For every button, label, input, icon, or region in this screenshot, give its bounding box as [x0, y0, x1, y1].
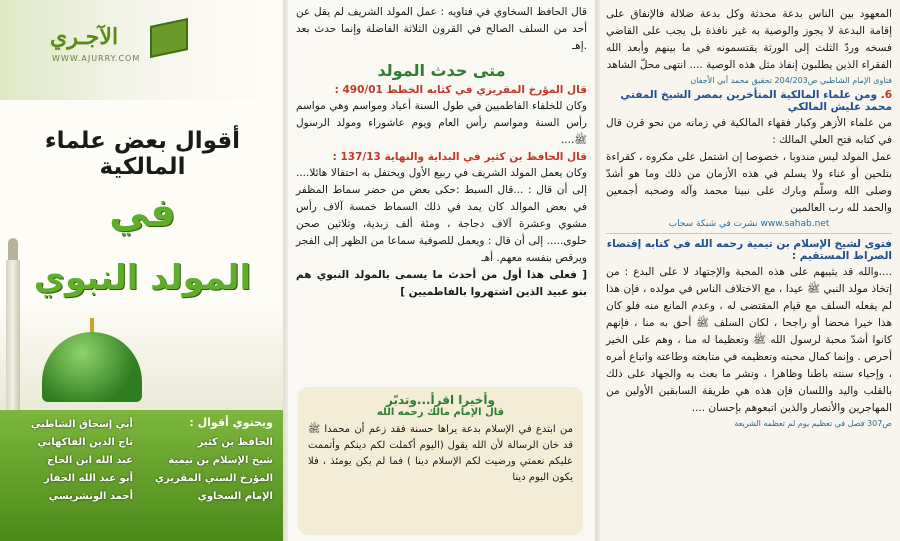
quote-reference: 137/13 :: [332, 151, 381, 163]
fold-shadow: [595, 0, 601, 541]
right-column: [600, 0, 900, 541]
site-link[interactable]: www.sahab.net نشرت في شبكة سحاب: [668, 219, 830, 229]
box-title: وأخيرا اقرأ...وتدبّر: [386, 393, 495, 407]
paragraph: من علماء الأزهر وكبار فقهاء المالكية في زمانه من نحو قرن قال في كتابه فتح العلي المالك :: [606, 117, 892, 146]
banner: [0, 0, 283, 100]
middle-column: [288, 0, 595, 541]
list-item: أحمد الونشريسي: [48, 491, 133, 502]
contents-header: ويحتوي أقوال :: [189, 416, 273, 429]
paragraph: [ فعلى هذا أول من أحدث ما يسمى بالمولد النبوي هم بنو عبيد الذين اشتهروا بالفاطميين ]: [296, 269, 587, 298]
logo-url[interactable]: WWW.AJURRY.COM: [52, 54, 141, 63]
list-item: الحافظ بن كثير: [197, 437, 273, 448]
list-item: أبي إسحاق الشاطبي: [30, 419, 133, 430]
cover-title-line3: المولد النبوي: [33, 258, 252, 298]
list-item: تاج الدين الفاكهاني: [37, 437, 133, 448]
paragraph: وكان للخلفاء الفاطميين في طول السنة أعياد ومواسم وهي مواسم رأس السنة ومواسم رأس العام ويوم عاشوراء ومولد الرسول ﷺ....: [296, 100, 587, 146]
source-note: ص307 فصل في تعظيم يوم لم تعظمه الشريعة: [734, 419, 892, 428]
list-item: الإمام السخاوي: [197, 491, 273, 502]
list-item: شيخ الإسلام بن تيمية: [168, 455, 273, 466]
heading-number: 6.: [880, 89, 892, 101]
contents-section: [0, 410, 283, 541]
section-heading: فتوى لشيخ الإسلام بن تيمية رحمه الله في كتابه إقتضاء الصراط المستقيم :: [606, 238, 892, 262]
paragraph: ....والله قد يثيبهم على هذه المحبة والإجتهاد لا على البدع : من إتخاذ مولد النبي ﷺ عيدا ، مع الاختلاف الناس في مولده ، فإن هذا لم يفعله السلف مع قيام المقتضى له ، وعدم المانع منه فلو كان هذا خيرا محضا أو راجحا ، لكان السلف ﷺ أحق به منا ، فإنهم كانوا أشدّ محبة لرسول الله ﷺ وتعظيما له منا ، وهم على الخير أحرص . وإنما كمال محبته وتعظيمه في متابعته وطاعته واتباع أمره ، وإحياء سنته باطنا وظاهرا ، ونشر ما بعث به والجهاد على ذلك بالقلب واليد واللسان فإن هذه هي طريقة السابقين الأولين من المهاجرين والأنصار والذين اتبعوهم بإحسان ....: [606, 266, 892, 414]
paragraph: المعهود بين الناس بدعة محدثة وكل بدعة ضلالة فالإنفاق على إقامة البدعة لا يجوز والوصية به غير نافذة بل يجب على القاضي فسخه وردّ الثلث إلى الورثة يقتسمونه في ما بينهم وأبعد الله الفقراء الذين يطلبون إنفاذ مثل هذه الوصية .... انتهى محلّ الشاهد: [606, 8, 892, 71]
logo-text: الآجـري: [50, 24, 119, 50]
list-item: عبد الله ابن الحاج: [47, 455, 133, 466]
source-note: فتاوى الإمام الشاطبي ص204/203 تحقيق محمد أبي الأجفان: [690, 76, 892, 85]
contents-list: [155, 434, 273, 506]
box-text: من ابتدع في الإسلام بدعة يراها حسنة فقد زعم أن محمدا ﷺ قد خان الرسالة لأن الله يقول (اليوم أكملت لكم دينكم وأتممت عليكم نعمتي ورضيت لكم الإسلام دينا ) فما لم يكن يومئذ ، فلا يكون اليوم دينا: [308, 424, 573, 483]
list-item: أبو عبد الله الحفار: [43, 473, 133, 484]
closing-quote-box: [298, 387, 583, 535]
list-item: المؤرخ السني المقريزي: [154, 473, 273, 484]
paragraph: عمل المولد ليس مندوبا ، خصوصا إن اشتمل على مكروه ، كقراءة بتلحين أو غناء ولا يسلم في هذه الأزمان من ذلك وما هو أشدّ وصلى الله وسلّم وبارك على نبينا محمد وآله وصحبه أجمعين والحمد لله رب العالمين: [606, 151, 892, 214]
quote-heading: [296, 151, 587, 163]
cover-title-line2: في: [109, 190, 176, 236]
quote-heading: [296, 84, 587, 96]
contents-list: [31, 416, 133, 506]
section-title: متى حدث المولد: [377, 61, 506, 80]
quote-reference: 490/01 :: [334, 84, 383, 96]
quote-source: قال المؤرخ المقريزي في كتابه الخطط: [386, 84, 587, 96]
quote-source: قال الحافظ بن كثير في البداية والنهاية: [384, 151, 587, 163]
fold-shadow: [283, 0, 289, 541]
cover-title-line1: أقوال بعض علماء المالكية: [44, 128, 241, 180]
divider: [606, 233, 892, 234]
cover-panel: [0, 0, 283, 541]
heading-text: ومن علماء المالكية المتأخرين بمصر الشيخ المفتي محمد عليش المالكي: [620, 89, 892, 113]
paragraph: قال الحافظ السخاوي في فتاويه : عمل المولد الشريف لم يقل عن أحد من السلف الصالح في القرون الثلاثة الفاضلة وإنما حدث بعد .إهـ: [296, 6, 587, 52]
section-heading: [606, 89, 892, 113]
paragraph: وكان يعمل المولد الشريف في ربيع الأول ويحتفل به احتفالا هائلا.... إلى أن قال : ...قال السبط :حكى بعض من حضر سماط المظفر في بعض الموالد كان يمد في ذلك السماط خمسة آلاف رأس مشوي وعشرة آلاف دجاجة ، ومئة ألف زبدية، وثلاثين صحن حلوى..... إلى أن قال : ويعمل للصوفية سماعا من الظهر إلى الفجر ويرقص بنفسه معهم. أهـ: [296, 167, 587, 264]
box-subtitle: قال الإمام مالك رحمه الله: [376, 407, 505, 418]
